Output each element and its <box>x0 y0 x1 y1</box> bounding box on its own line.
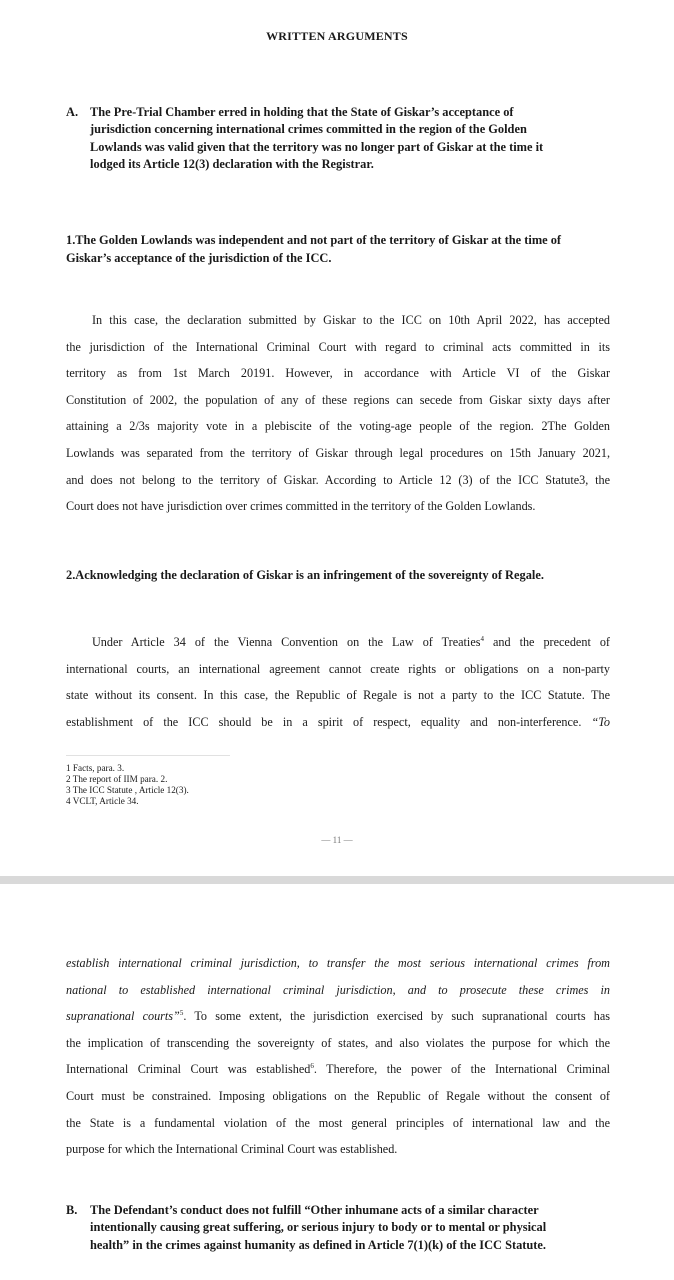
paragraph-3-quote: establish international criminal jurisdiction, to transfer the most serious international crimes from <box>66 956 610 970</box>
subheading-1-line: Giskar’s acceptance of the jurisdiction of the ICC. <box>66 250 332 265</box>
heading-a-line: Lowlands was valid given that the territory was no longer part of Giskar at the time it <box>90 139 544 154</box>
paragraph-3-quote: supranational courts” <box>66 1009 180 1024</box>
footnote-3: 3 The ICC Statute , Article 12(3). <box>66 785 189 795</box>
section-heading-a <box>66 104 626 174</box>
paragraph-1-line: Lowlands was separated from the territory of Giskar through legal procedures on 15th January 2021, <box>66 445 610 460</box>
paragraph-1-line: and does not belong to the territory of Giskar. According to Article 12 (3) of the ICC Statute3, the <box>66 472 610 487</box>
footnote-ref-4[interactable]: 4 <box>480 634 484 643</box>
paragraph-2-text: and the precedent of <box>483 635 610 649</box>
footnote-2: 2 The report of IIM para. 2. <box>66 774 168 784</box>
paragraph-3-text: International Criminal Court was established <box>66 1062 311 1077</box>
document-page-12 <box>0 884 674 1280</box>
footnotes <box>66 763 189 807</box>
heading-a-line: jurisdiction concerning international crimes committed in the region of the Golden <box>90 122 527 137</box>
subheading-2 <box>66 567 626 585</box>
quote-start: “To <box>591 714 610 729</box>
footnote-1: 1 Facts, para. 3. <box>66 763 125 773</box>
paragraph-1-line: Court does not have jurisdiction over crimes committed in the territory of the Golden Lowlands. <box>66 499 536 514</box>
paragraph-3-quote: national to established international criminal jurisdiction, and to prosecute these crimes in <box>66 982 610 997</box>
heading-b-line: intentionally causing great suffering, or serious injury to body or to mental or physical <box>90 1220 547 1235</box>
subheading-1-line: 1.The Golden Lowlands was independent and not part of the territory of Giskar at the time of <box>66 233 562 247</box>
footnote-ref-6[interactable]: 6 <box>310 1062 314 1071</box>
footnote-divider <box>66 755 230 756</box>
paragraph-1-line: the jurisdiction of the International Criminal Court with regard to criminal acts committed in its <box>66 339 610 354</box>
paragraph-3 <box>66 950 610 1163</box>
paragraph-3-text: . To some extent, the jurisdiction exercised by such supranational courts has <box>183 1009 610 1024</box>
paragraph-3-line: the State is a fundamental violation of the most general principles of international law and the <box>66 1115 610 1130</box>
paragraph-3-line: Court must be constrained. Imposing obligations on the Republic of Regale without the consent of <box>66 1088 610 1103</box>
paragraph-1-line: territory as from 1st March 20191. However, in accordance with Article VI of the Giskar <box>66 366 610 381</box>
heading-b-line: health” in the crimes against humanity as defined in Article 7(1)(k) of the ICC Statute. <box>90 1237 547 1252</box>
section-heading-b <box>66 1202 626 1254</box>
paragraph-2-line <box>66 709 610 736</box>
paragraph-2-line <box>66 629 610 656</box>
paragraph-3-line: purpose for which the International Criminal Court was established. <box>66 1142 398 1157</box>
paragraph-1-line: Constitution of 2002, the population of any of these regions can secede from Giskar sixty days after <box>66 392 610 407</box>
paragraph-2-line: state without its consent. In this case, the Republic of Regale is not a party to the ICC Statute. The <box>66 688 610 703</box>
heading-a-line: lodged its Article 12(3) declaration with the Registrar. <box>90 157 374 172</box>
paragraph-1 <box>66 307 610 520</box>
footnote-4: 4 VCLT, Article 34. <box>66 796 139 806</box>
subheading-2-line: 2.Acknowledging the declaration of Giskar is an infringement of the sovereignty of Regale. <box>66 568 544 582</box>
document-title: WRITTEN ARGUMENTS <box>266 29 408 43</box>
footnote-ref-5[interactable]: 5 <box>179 1009 184 1018</box>
paragraph-3-text: . Therefore, the power of the International Criminal <box>313 1062 611 1077</box>
paragraph-2-text: establishment of the ICC should be in a spirit of respect, equality and non-interference. <box>66 714 592 729</box>
paragraph-1-line: attaining a 2/3s majority vote in a plebiscite of the voting-age people of the region. 2The Golden <box>66 419 610 434</box>
paragraph-2 <box>66 629 610 735</box>
page-number: — 11 — <box>321 835 353 845</box>
paragraph-1-line: In this case, the declaration submitted by Giskar to the ICC on 10th April 2022, has accepted <box>92 313 610 327</box>
subheading-1 <box>66 232 626 267</box>
heading-a-line: The Pre-Trial Chamber erred in holding that the State of Giskar’s acceptance of <box>90 105 514 119</box>
paragraph-2-text: Under Article 34 of the Vienna Convention on the Law of Treaties <box>92 635 481 649</box>
heading-b-line: The Defendant’s conduct does not fulfill “Other inhumane acts of a similar character <box>90 1203 539 1217</box>
paragraph-3-line <box>66 1056 610 1083</box>
paragraph-2-line: international courts, an international agreement cannot create rights or obligations on a non-party <box>66 661 610 676</box>
paragraph-3-line: the implication of transcending the sovereignty of states, and also violates the purpose for which the <box>66 1035 610 1050</box>
paragraph-3-line <box>66 1003 610 1030</box>
paragraph-3-line <box>66 950 610 977</box>
heading-a-marker: A. <box>66 105 79 119</box>
heading-b-marker: B. <box>66 1203 78 1217</box>
paragraph-3-line <box>66 977 610 1004</box>
